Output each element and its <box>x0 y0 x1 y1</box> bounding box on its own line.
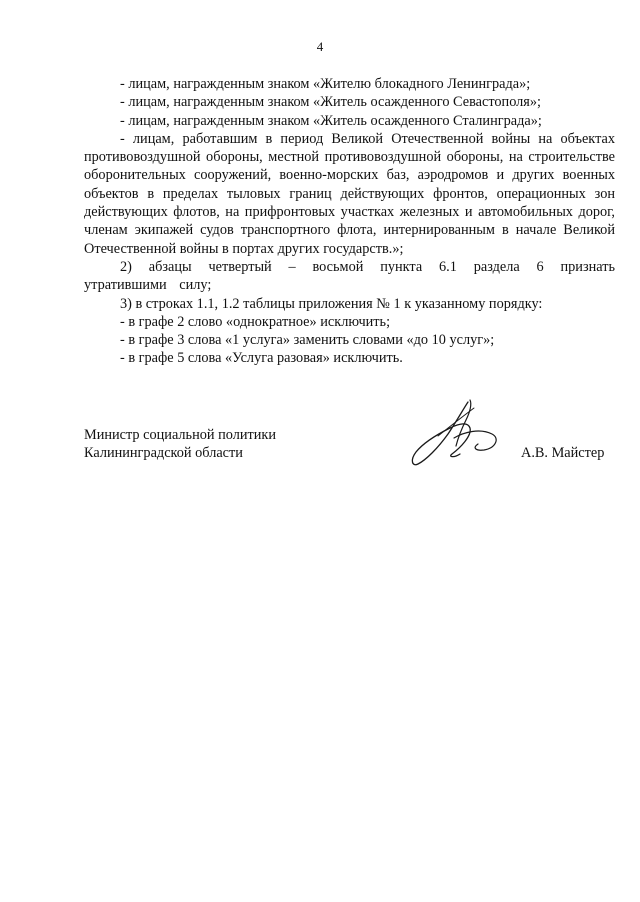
signatory-position-line2: Калининградской области <box>84 445 243 461</box>
handwritten-signature <box>408 398 508 470</box>
paragraph-war-workers: - лицам, работавшим в период Великой Отечественной войны на объектах противовоздушной обороны, местной противовоздушной обороны, на строительстве оборонительных сооружений, военно-морских баз, аэродромов и других военных объектов в пределах тыловых границ действующих фронтов, операционных зон действующих флотов, на прифронтовых участках железных и автомобильных дорог, членам экипажей судов транспортного флота, интернированным в начале Великой Отечественной войны в портах других государств.»; <box>84 130 615 257</box>
document-body <box>84 75 615 368</box>
signatory-name: А.В. Майстер <box>521 445 605 461</box>
paragraph-sevastopol: - лицам, награжденным знаком «Житель осажденного Севастополя»; <box>120 94 541 111</box>
paragraph-column-5: - в графе 5 слова «Услуга разовая» исключить. <box>120 350 403 367</box>
signatory-position-line1: Министр социальной политики <box>84 427 276 443</box>
page-number: 4 <box>316 39 324 54</box>
paragraph-item-3: 3) в строках 1.1, 1.2 таблицы приложения № 1 к указанному порядку: <box>120 295 543 312</box>
paragraph-stalingrad: - лицам, награжденным знаком «Житель осажденного Сталинграда»; <box>120 112 542 129</box>
paragraph-column-3: - в графе 3 слова «1 услуга» заменить словами «до 10 услуг»; <box>120 332 495 349</box>
paragraph-column-2: - в графе 2 слово «однократное» исключить; <box>120 313 391 330</box>
paragraph-item-2: 2) абзацы четвертый – восьмой пункта 6.1 раздела 6 признать утратившими силу; <box>84 258 615 294</box>
paragraph-leningrad: - лицам, награжденным знаком «Жителю блокадного Ленинграда»; <box>120 76 531 92</box>
signatory-position <box>84 426 276 462</box>
